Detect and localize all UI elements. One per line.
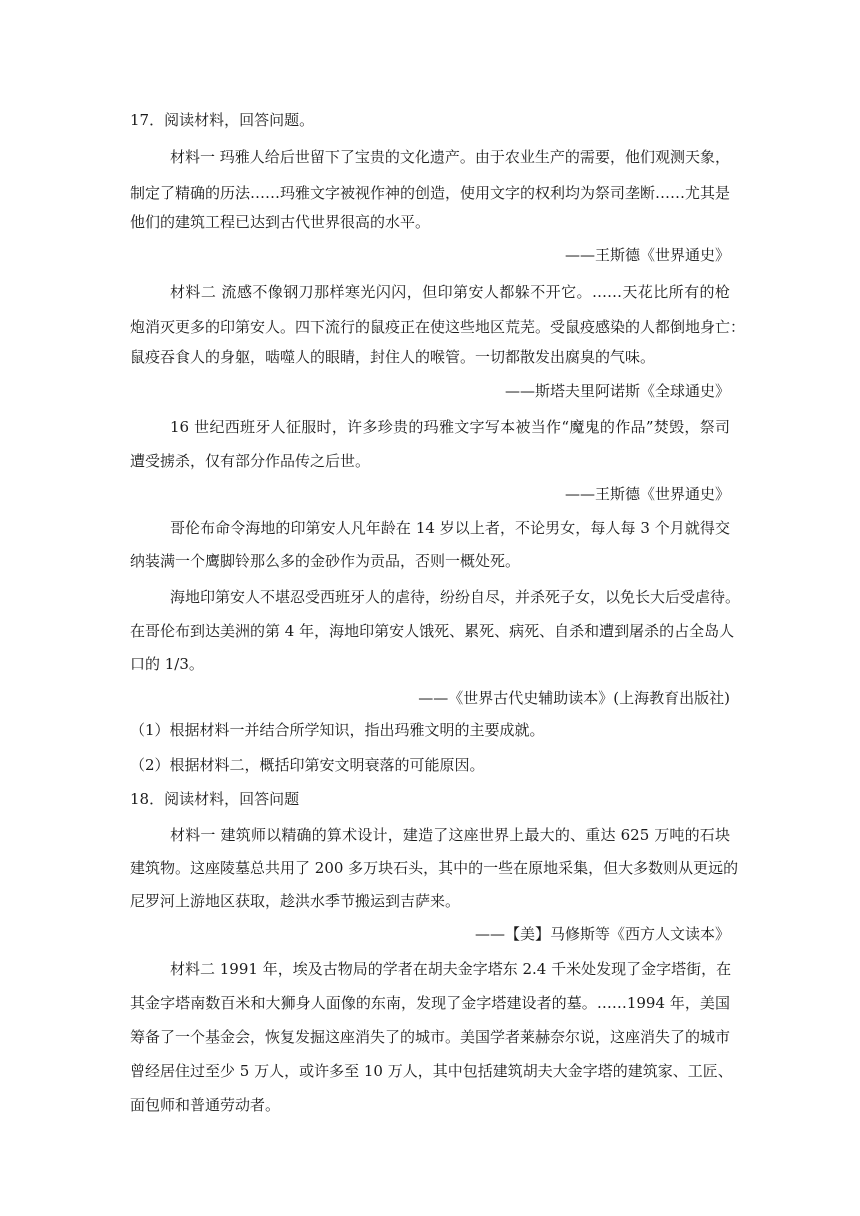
q17-m2-source: ——斯塔夫里阿诺斯《全球通史》 (504, 382, 730, 400)
q17-m2-line2: 炮消灭更多的印第安人。四下流行的鼠疫正在使这些地区荒芜。受鼠疫感染的人都倒地身亡： (130, 318, 746, 336)
q18-m1-line1: 材料一 建筑师以精确的算术设计，建造了这座世界上最大的、重达 625 万吨的石块 (170, 826, 730, 844)
q17-p3-source: ——王斯德《世界通史》 (564, 485, 730, 503)
q17-p4-line1: 哥伦布命令海地的印第安人凡年龄在 14 岁以上者，不论男女，每人每 3 个月就得交 (170, 519, 730, 537)
q18-m1-line3: 尼罗河上游地区获取，趁洪水季节搬运到吉萨来。 (130, 892, 461, 910)
q17-p5-line3: 口的 1/3。 (130, 655, 204, 673)
q17-m2-line3: 鼠疫吞食人的身躯，啮噬人的眼睛，封住人的喉管。一切都散发出腐臭的气味。 (130, 348, 656, 366)
q17-m1-line2: 制定了精确的历法……玛雅文字被视作神的创造，使用文字的权利均为祭司垄断……尤其是 (130, 184, 731, 202)
q18-m2-line4: 曾经居住过至少 5 万人，或许多至 10 万人，其中包括建筑胡夫大金字塔的建筑家、工匠、 (130, 1062, 733, 1080)
q17-p5-line1: 海地印第安人不堪忍受西班牙人的虐待，纷纷自尽，并杀死子女，以免长大后受虐待。 (170, 588, 741, 606)
q18-m2-line5: 面包师和普通劳动者。 (130, 1096, 281, 1114)
q17-question-2: （2）根据材料二，概括印第安文明衰落的可能原因。 (130, 756, 485, 774)
q18-m2-line1: 材料二 1991 年，埃及古物局的学者在胡夫金字塔东 2.4 千米处发现了金字塔街，在 (170, 960, 732, 978)
q17-m1-line1: 材料一 玛雅人给后世留下了宝贵的文化遗产。由于农业生产的需要，他们观测天象， (170, 148, 730, 166)
q17-p5-line2: 在哥伦布到达美洲的第 4 年，海地印第安人饿死、累死、病死、自杀和遭到屠杀的占全岛人 (130, 622, 735, 640)
q17-m2-line1: 材料二 流感不像钢刀那样寒光闪闪，但印第安人都躲不开它。……天花比所有的枪 (170, 283, 730, 301)
q18-m1-line2: 建筑物。这座陵墓总共用了 200 多万块石头，其中的一些在原地采集，但大多数则从更远的 (130, 859, 739, 877)
q17-p3-line1: 16 世纪西班牙人征服时，许多珍贵的玛雅文字写本被当作“魔鬼的作品”焚毁，祭司 (170, 418, 730, 436)
q18-m1-source: ——【美】马修斯等《西方人文读本》 (474, 925, 730, 943)
q18-m2-line2: 其金字塔南数百米和大狮身人面像的东南，发现了金字塔建设者的墓。……1994 年，美国 (130, 994, 730, 1012)
q17-title: 17．阅读材料，回答问题。 (130, 111, 315, 129)
q17-question-1: （1）根据材料一并结合所学知识，指出玛雅文明的主要成就。 (130, 721, 545, 739)
q18-title: 18．阅读材料，回答问题 (130, 790, 300, 808)
q18-m2-line3: 筹备了一个基金会，恢复发掘这座消失了的城市。美国学者莱赫奈尔说，这座消失了的城市 (130, 1028, 731, 1046)
q17-p4-line2: 纳装满一个鹰脚铃那么多的金砂作为贡品，否则一概处死。 (130, 552, 521, 570)
q17-m1-line3: 他们的建筑工程已达到古代世界很高的水平。 (130, 213, 431, 231)
q17-m1-source: ——王斯德《世界通史》 (564, 246, 730, 264)
q17-p3-line2: 遭受掳杀，仅有部分作品传之后世。 (130, 452, 371, 470)
q17-p5-source: ——《世界古代史辅助读本》(上海教育出版社) (418, 689, 730, 707)
